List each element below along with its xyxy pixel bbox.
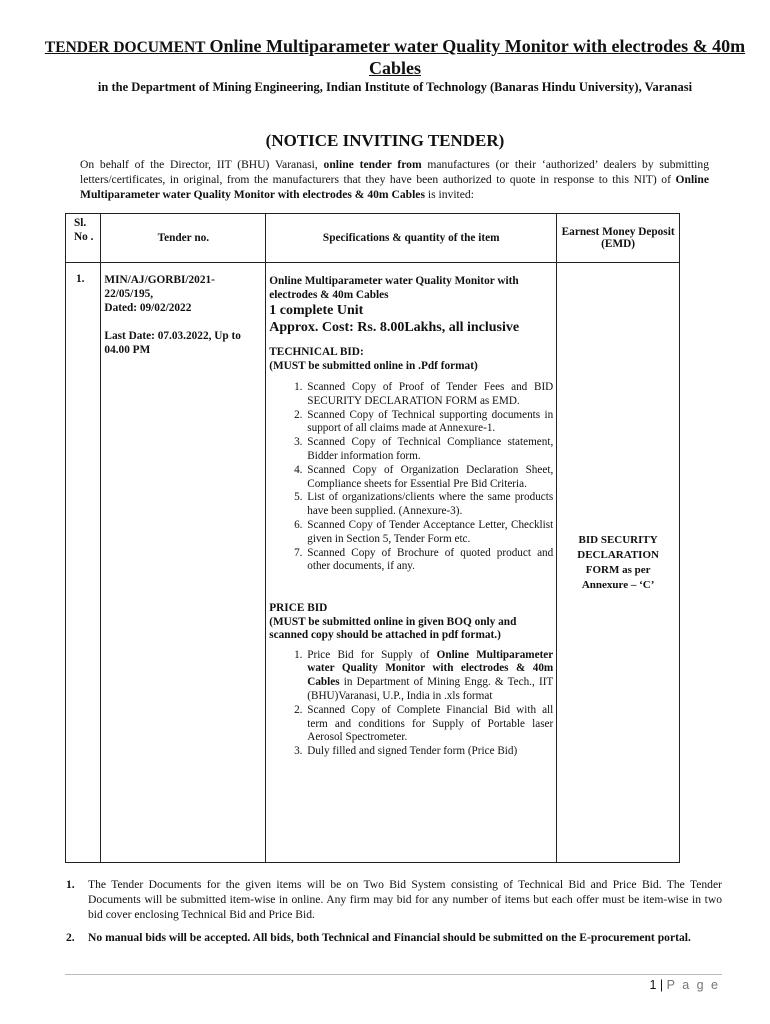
note-text: The Tender Documents for the given items will be on Two Bid System consisting of Technical Bid and Price Bid. The Tender Documents will be submitted item-wise in online. Any firm may bid for any number of items but each offer must be item-wise in two bid cover enclosing Technical Bid and Price Bid. xyxy=(88,878,722,921)
price-item-text-end: in Department of Mining Engg. & Tech., IIT (BHU)Varanasi, U.P., India in .xls format xyxy=(307,676,554,703)
tender-reference: MIN/AJ/GORBI/2021-22/05/195, xyxy=(104,274,215,300)
notes-list xyxy=(66,877,722,953)
price-bid-note: (MUST be submitted online in given BOQ only and scanned copy should be attached in pdf format.) xyxy=(269,615,517,642)
list-item: 2. Scanned Copy of Technical supporting documents in support of all claims made at Annexure-1. xyxy=(305,409,553,437)
note-number: 2. xyxy=(66,931,75,944)
technical-bid-title: TECHNICAL BID: xyxy=(269,346,364,358)
department-line: in the Department of Mining Engineering, Indian Institute of Technology (Banaras Hindu University), Varanasi xyxy=(97,80,693,94)
price-bid-list xyxy=(269,649,553,759)
list-item: 6. Scanned Copy of Tender Acceptance Letter, Checklist given in Section 5, Tender Form etc. xyxy=(305,519,553,547)
notice-heading: (NOTICE INVITING TENDER) xyxy=(265,131,505,150)
item-name: Online Multiparameter water Quality Monitor with electrodes & 40m Cables xyxy=(269,275,519,301)
header-sl-no: Sl. No . xyxy=(66,214,101,263)
table-header-row xyxy=(66,214,680,263)
document-title xyxy=(40,36,750,80)
list-item: 7. Scanned Copy of Brochure of quoted product and other documents, if any. xyxy=(305,547,553,575)
title-prefix: TENDER DOCUMENT xyxy=(44,39,206,56)
header-tender-no: Tender no. xyxy=(101,214,266,263)
list-item: 3. Duly filled and signed Tender form (Price Bid) xyxy=(305,745,553,759)
list-item: 4. Scanned Copy of Organization Declaration Sheet, Compliance sheets for Essential Pre Bid Criteria. xyxy=(305,464,553,492)
technical-bid-note: (MUST be submitted online in .Pdf format) xyxy=(269,359,478,372)
note-item xyxy=(66,877,722,922)
price-item-bold: Online Multiparameter water Quality Monitor with electrodes & 40m Cables xyxy=(307,648,554,689)
intro-text-2: manufactures (or their ‘authorized’ dealers by submitting letters/certificates, in original, from the manufacturers that they have been authorized to quote in response to this NIT) of xyxy=(80,158,709,186)
tender-table xyxy=(65,213,680,863)
header-specifications: Specifications & quantity of the item xyxy=(266,214,557,263)
intro-text-1: On behalf of the Director, IIT (BHU) Varanasi, xyxy=(80,158,324,171)
list-item xyxy=(305,649,553,704)
emd-cell: BID SECURITY DECLARATION FORM as per Annexure – ‘C’ xyxy=(557,263,680,863)
intro-paragraph xyxy=(80,157,709,202)
header-emd: Earnest Money Deposit (EMD) xyxy=(557,214,680,263)
list-item: 3. Scanned Copy of Technical Compliance statement, Bidder information form. xyxy=(305,436,553,464)
price-item-text: Price Bid for Supply of xyxy=(307,648,437,661)
page-label: P a g e xyxy=(666,978,720,992)
price-bid-title: PRICE BID xyxy=(269,602,328,615)
title-main: Online Multiparameter water Quality Monitor with electrodes & 40m Cables xyxy=(209,36,746,78)
note-item xyxy=(66,930,722,945)
page-number: 1 xyxy=(649,978,657,992)
list-item: 1. Scanned Copy of Proof of Tender Fees and BID SECURITY DECLARATION FORM as EMD. xyxy=(305,381,553,409)
intro-bold-2: Online Multiparameter water Quality Monitor with electrodes & 40m Cables xyxy=(80,173,709,201)
tender-dated: Dated: 09/02/2022 xyxy=(104,302,192,314)
note-number: 1. xyxy=(66,878,75,891)
note-text: No manual bids will be accepted. All bids, both Technical and Financial should be submitted on the E-procurement portal. xyxy=(88,931,691,944)
tender-number-cell xyxy=(101,263,266,863)
list-item: 2. Scanned Copy of Complete Financial Bid with all term and conditions for Supply of Portable laser Aerosol Spectrometer. xyxy=(305,704,553,745)
specifications-cell xyxy=(266,263,557,863)
item-quantity: 1 complete Unit xyxy=(269,303,364,318)
table-row xyxy=(66,263,680,863)
list-item: 5. List of organizations/clients where the same products have been supplied. (Annexure-3). xyxy=(305,491,553,519)
page-footer xyxy=(649,978,720,992)
intro-text-3: is invited: xyxy=(424,188,474,201)
technical-bid-list xyxy=(269,381,553,574)
intro-bold-1: online tender from xyxy=(323,158,422,171)
approx-cost: Approx. Cost: Rs. 8.00Lakhs, all inclusive xyxy=(269,320,520,335)
row-sl-number: 1. xyxy=(66,263,101,863)
page-separator: | xyxy=(656,978,667,992)
tender-last-date: Last Date: 07.03.2022, Up to 04.00 PM xyxy=(104,330,241,356)
footer-divider xyxy=(65,974,722,975)
